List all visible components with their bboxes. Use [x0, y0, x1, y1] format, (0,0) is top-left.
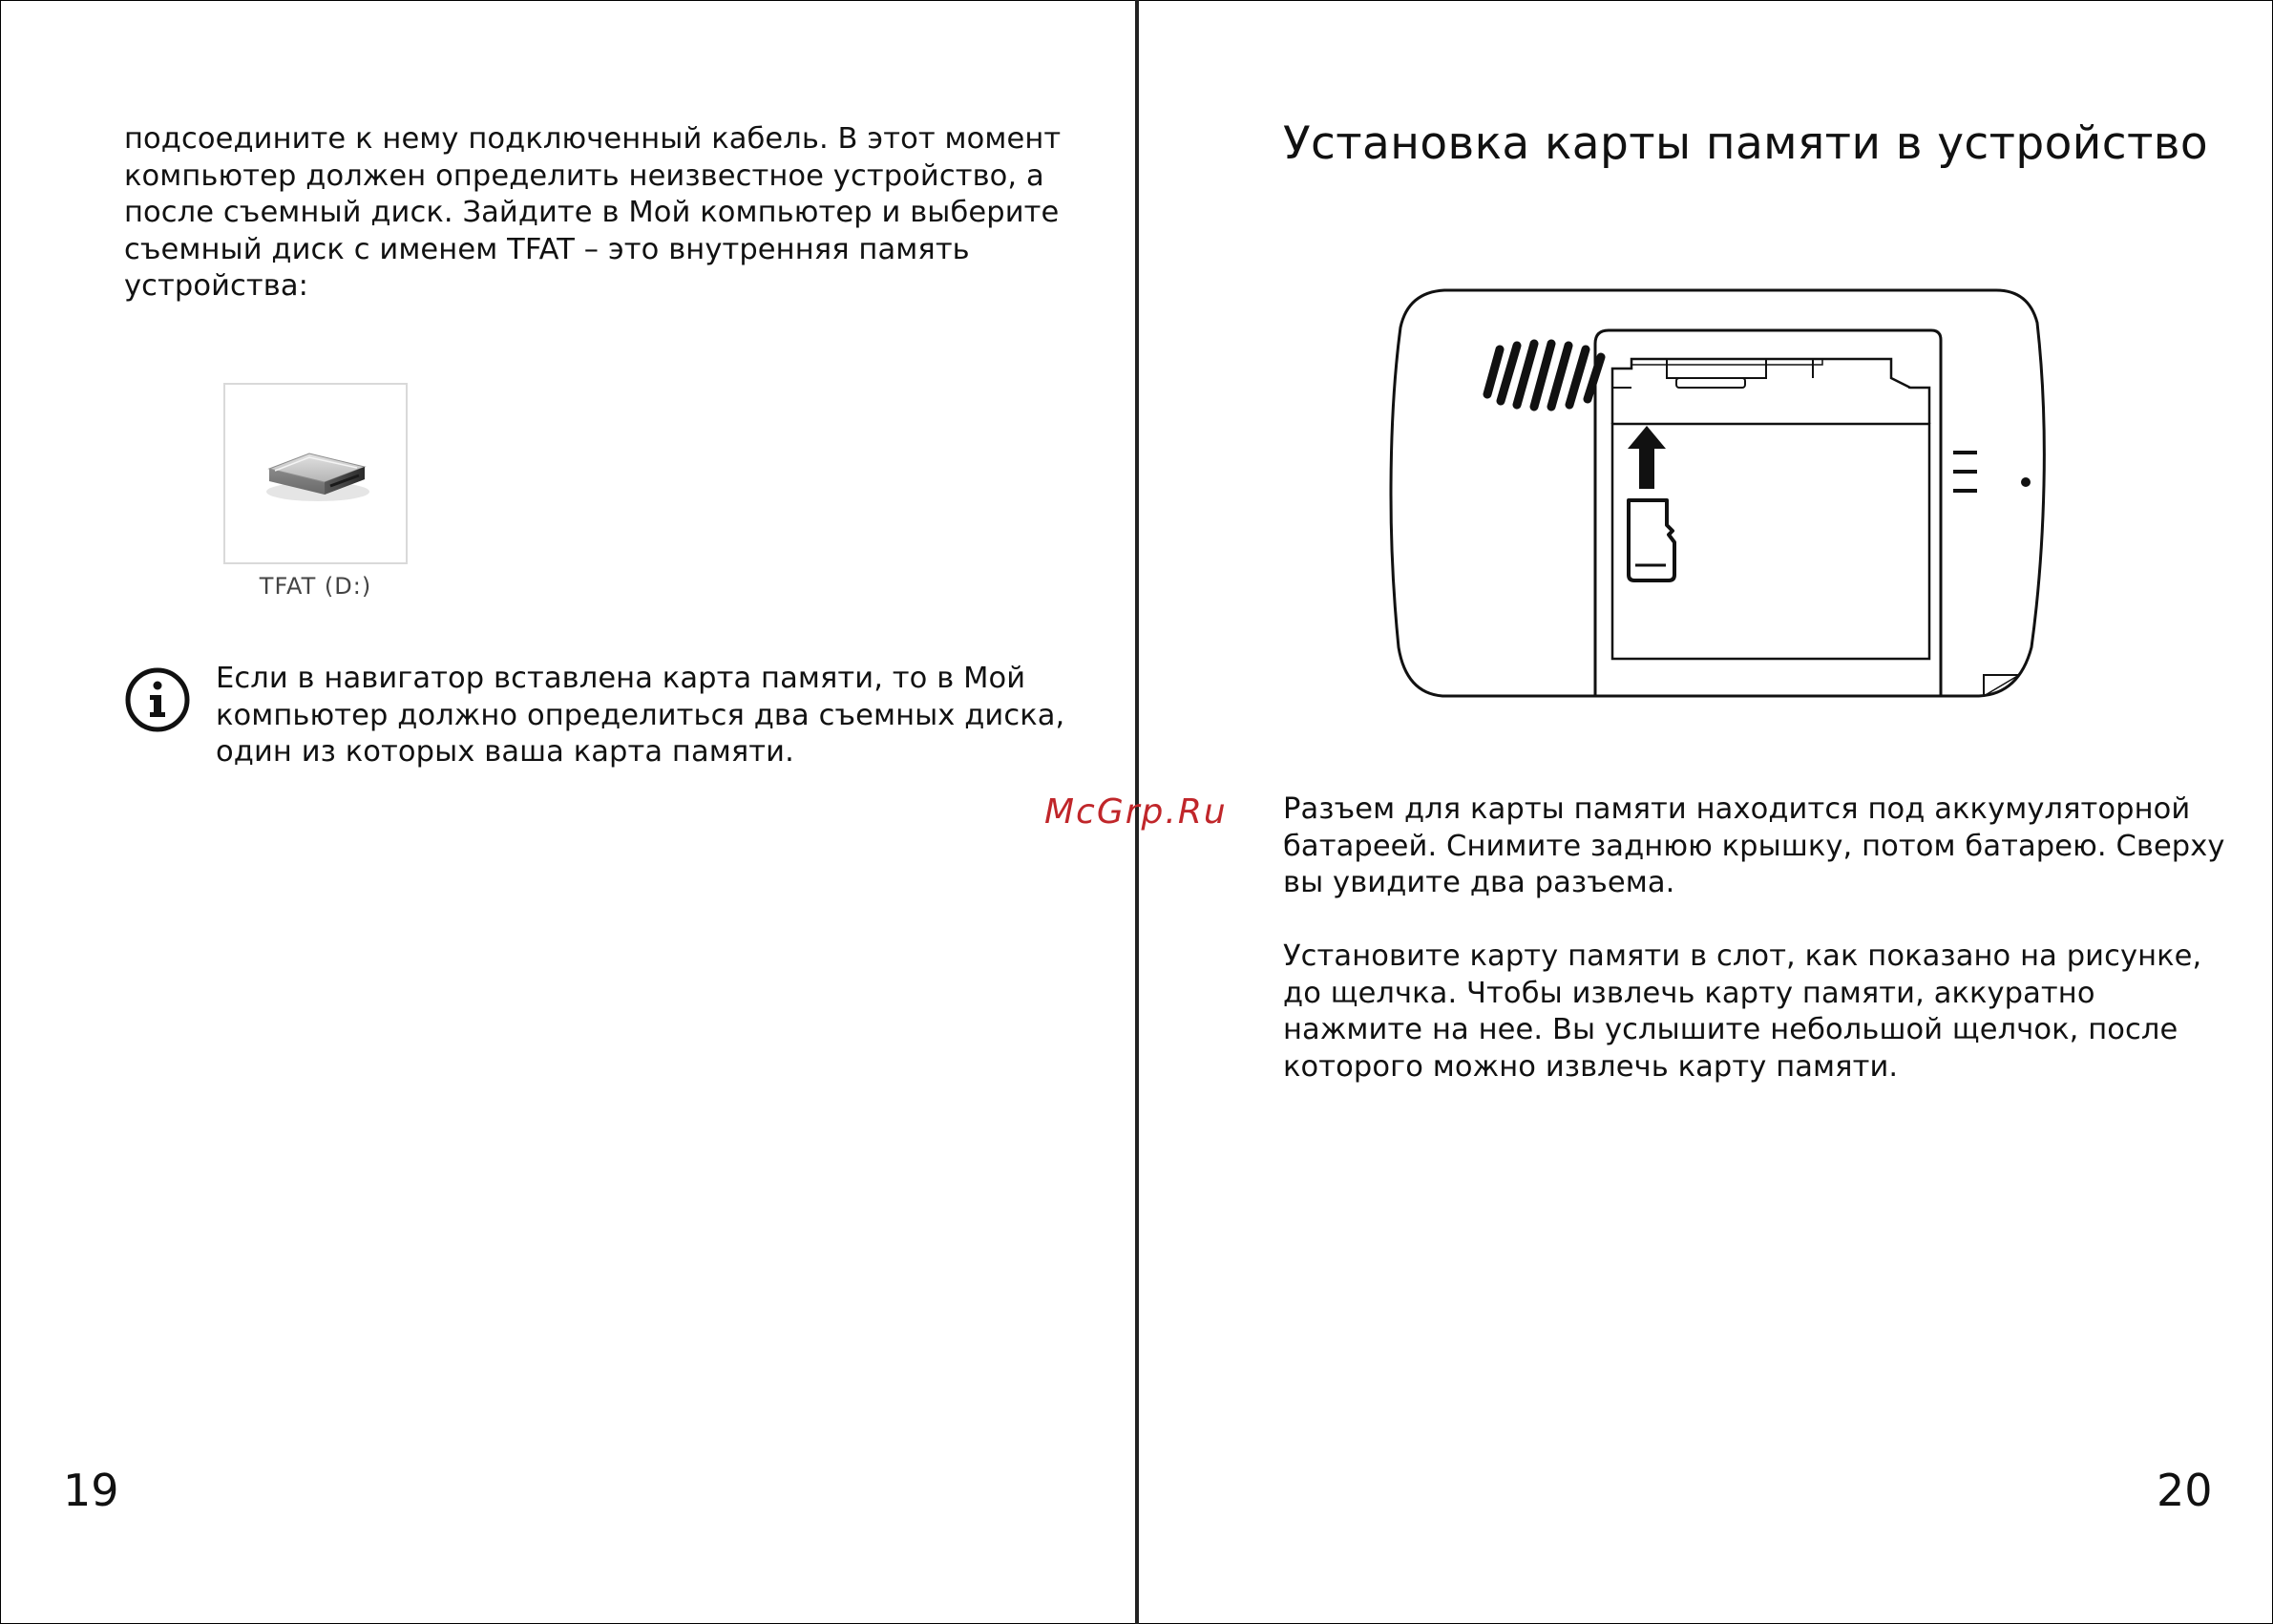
watermark: McGrp.Ru — [1044, 792, 1228, 832]
drive-thumbnail[interactable] — [223, 383, 408, 564]
left-page — [0, 0, 1136, 1622]
page-number: 19 — [63, 1465, 119, 1516]
device-back-with-memory-card-slot — [1385, 285, 2073, 705]
removable-drive-icon — [225, 385, 406, 562]
info-icon — [124, 666, 191, 733]
info-note-text: Если в навигатор вставлена карта памяти, то в Мой компьютер должно определиться два съемных диска, один из которых ваша карта памяти. — [216, 662, 1065, 769]
page-number: 20 — [2157, 1465, 2213, 1516]
right-page — [1139, 0, 2271, 1622]
slot-location-paragraph: Разъем для карты памяти находится под аккумуляторной батареей. Снимите заднюю крышку, потом батарею. Сверху вы увидите два разъема. — [1283, 792, 2225, 899]
drive-label[interactable]: TFAT (D:) — [259, 573, 372, 600]
intro-paragraph: подсоедините к нему подключенный кабель. В этот момент компьютер должен определить неизвестное устройство, а после съемный диск. Зайдите в Мой компьютер и выберите съемный диск с именем TFAT – это внутренняя память устройства: — [124, 122, 1062, 303]
insert-card-paragraph: Установите карту памяти в слот, как показано на рисунке, до щелчка. Чтобы извлечь карту памяти, аккуратно нажмите на нее. Вы услышите небольшой щелчок, после которого можно извлечь карту памяти. — [1283, 939, 2202, 1084]
page-title: Установка карты памяти в устройство — [1283, 117, 2209, 170]
